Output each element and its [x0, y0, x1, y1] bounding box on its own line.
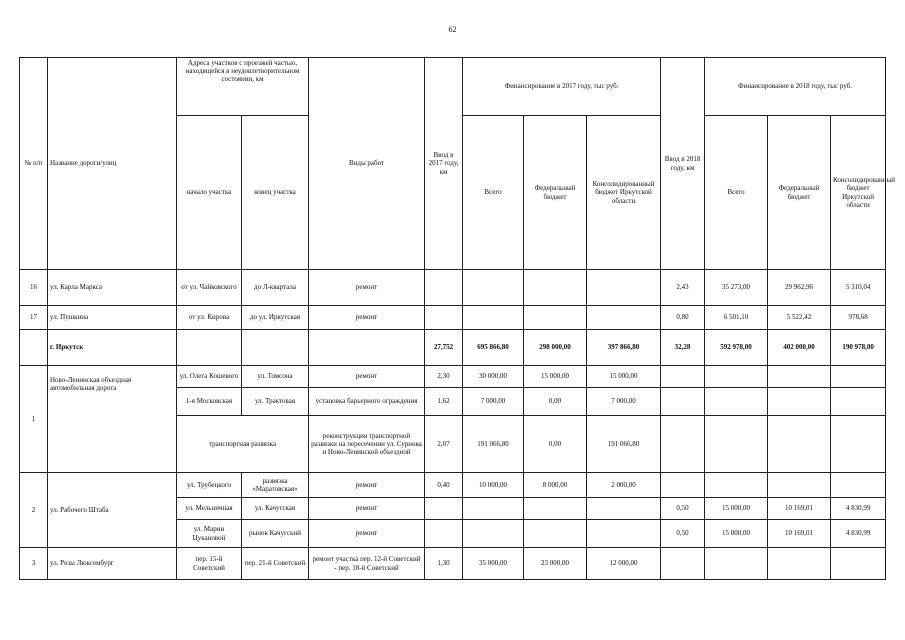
row-federal-2017: 8 000,00: [524, 473, 587, 498]
city-commission-2018: 32,28: [661, 330, 705, 366]
row-work: ремонт: [309, 366, 425, 388]
row-end: пер. 21-й Советский: [242, 548, 309, 580]
row-federal-2017: 0,00: [524, 388, 587, 416]
header-commission-2017: Ввод в 2017 году, км: [425, 58, 463, 270]
row-end: ул. Томсона: [242, 366, 309, 388]
header-total-2018: Всего: [705, 116, 768, 270]
row-commission-2018: 2,43: [661, 270, 705, 306]
row-work: ремонт: [309, 498, 425, 520]
row-start: ул. Олега Кошевого: [177, 366, 242, 388]
row-federal-2018: 10 169,01: [768, 498, 831, 520]
row-start: ул. Трубецкого: [177, 473, 242, 498]
row-num: 3: [20, 548, 48, 580]
row-consolidated-2018: 4 830,99: [831, 520, 886, 548]
row-address: транспортная развязка: [177, 416, 309, 473]
row-start: от ул. Кирова: [177, 306, 242, 330]
row-start: пер. 15-й Советский: [177, 548, 242, 580]
header-federal-2018: Федеральный бюджет: [768, 116, 831, 270]
row-consolidated-2017: 191 066,80: [587, 416, 661, 473]
header-financing-2018: Финансирование в 2018 году, тыс руб.: [705, 58, 886, 116]
row-end: ул. Качугская: [242, 498, 309, 520]
row-federal-2018: 10 169,01: [768, 520, 831, 548]
header-work-type: Виды работ: [309, 58, 425, 270]
road-repair-table: [19, 57, 895, 580]
row-commission-2017: 2,30: [425, 366, 463, 388]
row-work: ремонт: [309, 306, 425, 330]
row-federal-2017: 23 000,00: [524, 548, 587, 580]
row-start: 1-я Московская: [177, 388, 242, 416]
row-commission-2018: 0,80: [661, 306, 705, 330]
header-consolidated-2017: Консолидированный бюджет Иркутской области: [587, 116, 661, 270]
row-total-2017: 30 000,00: [463, 366, 524, 388]
row-total-2017: 191 066,80: [463, 416, 524, 473]
row-commission-2017: 1,62: [425, 388, 463, 416]
row-end: до ул. Иркутская: [242, 306, 309, 330]
row-end: ул. Трактовая: [242, 388, 309, 416]
row-commission-2018: 0,50: [661, 498, 705, 520]
table-row: [20, 270, 886, 306]
row-name: ул. Розы Люксембург: [48, 548, 177, 580]
row-commission-2017: 1,30: [425, 548, 463, 580]
city-total-2018: 592 978,00: [705, 330, 768, 366]
row-start: от ул. Чайковского: [177, 270, 242, 306]
row-consolidated-2017: 2 000,00: [587, 473, 661, 498]
row-total-2018: 6 501,10: [705, 306, 768, 330]
row-name: Ново-Ленинская объездная автомобильная дорога: [48, 366, 177, 473]
row-consolidated-2018: 4 830,99: [831, 498, 886, 520]
row-consolidated-2018: 5 310,04: [831, 270, 886, 306]
page-number: 62: [448, 25, 457, 34]
row-federal-2017: 0,00: [524, 416, 587, 473]
row-num: 2: [20, 473, 48, 548]
header-consolidated-2018: Консолидированный бюджет Иркутской области: [831, 116, 886, 270]
row-federal-2018: 29 962,96: [768, 270, 831, 306]
row-work: ремонт: [309, 270, 425, 306]
table-row: [20, 473, 886, 498]
row-name: ул. Карла Маркса: [48, 270, 177, 306]
row-consolidated-2017: 7 000,00: [587, 388, 661, 416]
row-commission-2017: 0,40: [425, 473, 463, 498]
row-work: ремонт участка пер. 12-й Советский - пер. 18-й Советский: [309, 548, 425, 580]
row-name: ул. Пушкина: [48, 306, 177, 330]
row-consolidated-2017: 12 000,00: [587, 548, 661, 580]
header-end: конец участка: [242, 116, 309, 270]
header-commission-2018: Ввод в 2018 году, км: [661, 58, 705, 270]
row-total-2017: 35 000,00: [463, 548, 524, 580]
row-num: 16: [20, 270, 48, 306]
row-work: реконструкция транспортной развязки на пересечении ул. Сурнова и Ново-Ленинской объездной: [309, 416, 425, 473]
row-federal-2017: 15 000,00: [524, 366, 587, 388]
row-work: ремонт: [309, 473, 425, 498]
header-federal-2017: Федеральный бюджет: [524, 116, 587, 270]
city-federal-2017: 298 000,00: [524, 330, 587, 366]
table-row: [20, 548, 886, 580]
header-start: начало участка: [177, 116, 242, 270]
row-federal-2018: 5 522,42: [768, 306, 831, 330]
row-consolidated-2017: 15 000,00: [587, 366, 661, 388]
city-consolidated-2018: 190 978,00: [831, 330, 886, 366]
city-total-2017: 695 866,80: [463, 330, 524, 366]
row-work: установка барьерного ограждения: [309, 388, 425, 416]
row-start: ул. Мельничная: [177, 498, 242, 520]
header-name: Название дороги/улиц: [48, 58, 177, 270]
city-name: г. Иркутск: [48, 330, 177, 366]
header-num: № п/п: [20, 58, 48, 270]
city-consolidated-2017: 397 866,80: [587, 330, 661, 366]
header-total-2017: Всего: [463, 116, 524, 270]
row-start: ул. Марии Цукановой: [177, 520, 242, 548]
row-end: развязка «Маратовская»: [242, 473, 309, 498]
row-num: 17: [20, 306, 48, 330]
row-total-2018: 35 273,00: [705, 270, 768, 306]
row-end: рынок Качугский: [242, 520, 309, 548]
row-end: до Л-квартала: [242, 270, 309, 306]
row-num: 1: [20, 366, 48, 473]
row-total-2018: 15 000,00: [705, 520, 768, 548]
row-total-2018: 15 000,00: [705, 498, 768, 520]
header-financing-2017: Финансирование в 2017 году, тыс руб.: [463, 58, 661, 116]
city-federal-2018: 402 000,00: [768, 330, 831, 366]
table-row: [20, 306, 886, 330]
row-commission-2017: 2,07: [425, 416, 463, 473]
city-commission-2017: 27,752: [425, 330, 463, 366]
row-total-2017: 7 000,00: [463, 388, 524, 416]
row-consolidated-2018: 978,68: [831, 306, 886, 330]
row-total-2017: 10 000,00: [463, 473, 524, 498]
row-work: ремонт: [309, 520, 425, 548]
table-row: [20, 366, 886, 388]
row-commission-2018: 0,50: [661, 520, 705, 548]
city-total-row: [20, 330, 886, 366]
header-address-group: Адреса участков с проезжей частью, находящейся в неудовлетворительном состоянии, км: [177, 58, 309, 116]
row-name: ул. Рабочего Штаба: [48, 473, 177, 548]
